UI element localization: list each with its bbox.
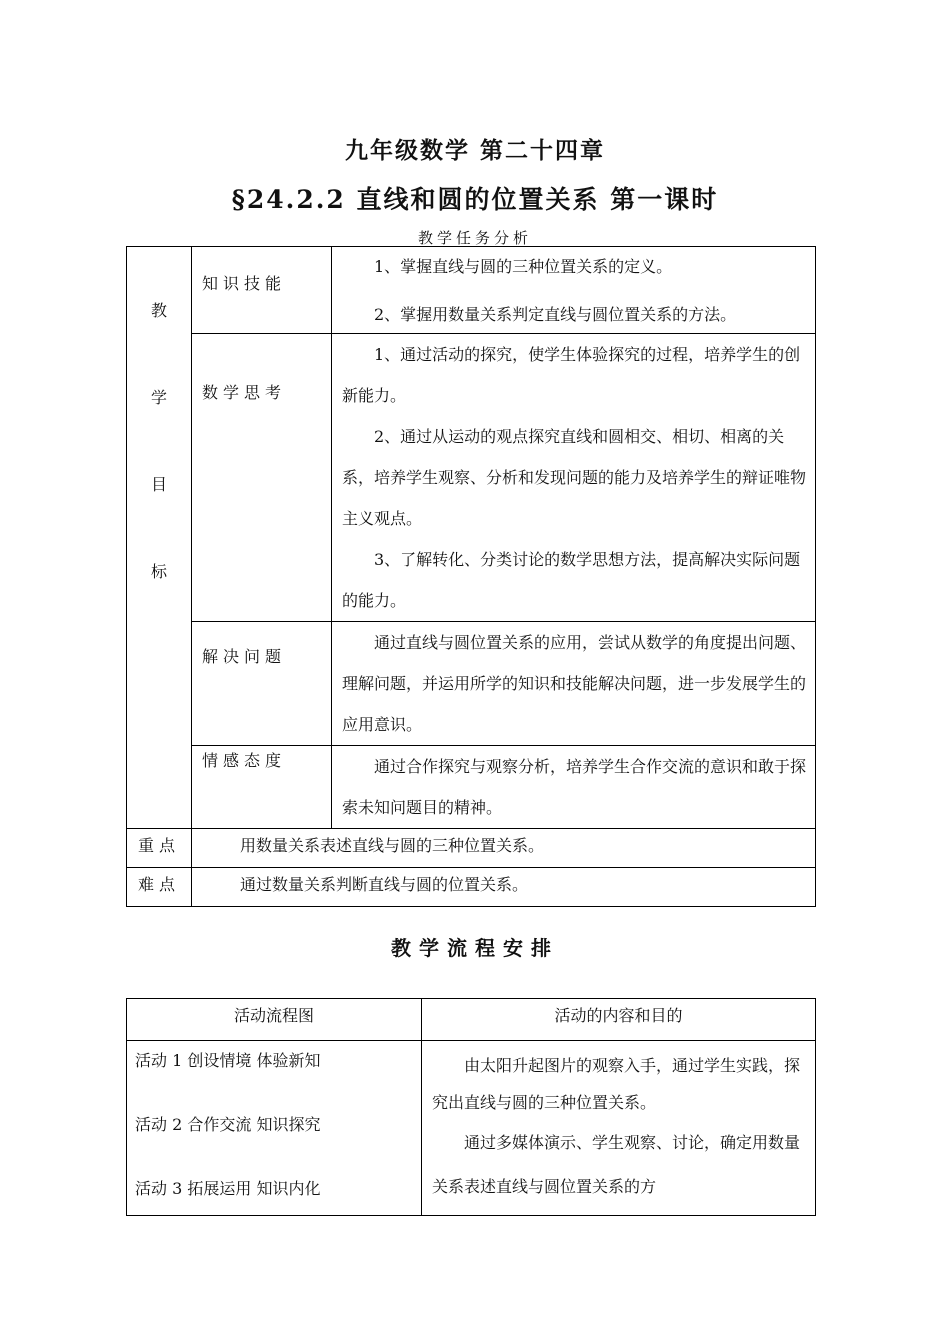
flow-table: [126, 998, 816, 1216]
goal-item: 1、掌握直线与圆的三种位置关系的定义。: [374, 257, 673, 276]
flow-content: 由太阳升起图片的观察入手，通过学生实践，探究出直线与圆的三种位置关系。: [432, 1056, 801, 1112]
key-point-text: 用数量关系表述直线与圆的三种位置关系。: [192, 829, 816, 868]
goal-item: 3、了解转化、分类讨论的数学思想方法，提高解决实际问题的能力。: [342, 550, 801, 610]
flow-header: 活动的内容和目的: [422, 999, 816, 1041]
flow-activity: 活动 3 拓展运用 知识内化: [135, 1179, 321, 1198]
goal-content: [332, 622, 816, 746]
document-title: 九年级数学 第二十四章: [344, 137, 605, 164]
table-caption: 教学任务分析: [417, 229, 532, 247]
goal-item: 通过直线与圆位置关系的应用，尝试从数学的角度提出问题、理解问题，并运用所学的知识和技能解决问题，进一步发展学生的应用意识。: [342, 633, 807, 734]
goal-content: [332, 334, 816, 622]
lesson-title: §24.2.2 直线和圆的位置关系 第一课时: [231, 185, 719, 214]
goal-item: 2、通过从运动的观点探究直线和圆相交、相切、相离的关系，培养学生观察、分析和发现问题的能力及培养学生的辩证唯物主义观点。: [342, 427, 807, 528]
difficult-point-label: 难点: [127, 868, 192, 907]
goal-label-char: 教: [150, 301, 167, 320]
goal-content: [332, 247, 816, 334]
flow-activity: 活动 2 合作交流 知识探究: [135, 1115, 321, 1134]
goal-item: 2、掌握用数量关系判定直线与圆位置关系的方法。: [374, 305, 737, 324]
flow-activity: 活动 1 创设情境 体验新知: [135, 1051, 321, 1070]
flow-content: 通过多媒体演示、学生观察、讨论，确定用数量关系表述直线与圆位置关系的方: [432, 1133, 801, 1196]
goal-category: 知识技能: [192, 247, 332, 334]
goal-category: 数学思考: [192, 334, 332, 622]
goal-label-char: 学: [150, 388, 167, 407]
goal-item: 1、通过活动的探究，使学生体验探究的过程，培养学生的创新能力。: [342, 345, 801, 405]
goal-label-char: 目: [150, 475, 167, 494]
goal-category: 情感态度: [192, 746, 332, 829]
difficult-point-text: 通过数量关系判断直线与圆的位置关系。: [192, 868, 816, 907]
goal-category: 解决问题: [192, 622, 332, 746]
flow-contents: [422, 1041, 816, 1216]
section-title: 教学流程安排: [391, 936, 559, 960]
goal-item: 通过合作探究与观察分析，培养学生合作交流的意识和敢于探索未知问题目的精神。: [342, 757, 807, 817]
goal-label-cell: [127, 247, 192, 829]
teaching-goals-table: [126, 246, 816, 907]
flow-activities: [127, 1041, 422, 1216]
goal-content: [332, 746, 816, 829]
key-point-label: 重点: [127, 829, 192, 868]
flow-header: 活动流程图: [127, 999, 422, 1041]
goal-label-char: 标: [150, 562, 167, 581]
